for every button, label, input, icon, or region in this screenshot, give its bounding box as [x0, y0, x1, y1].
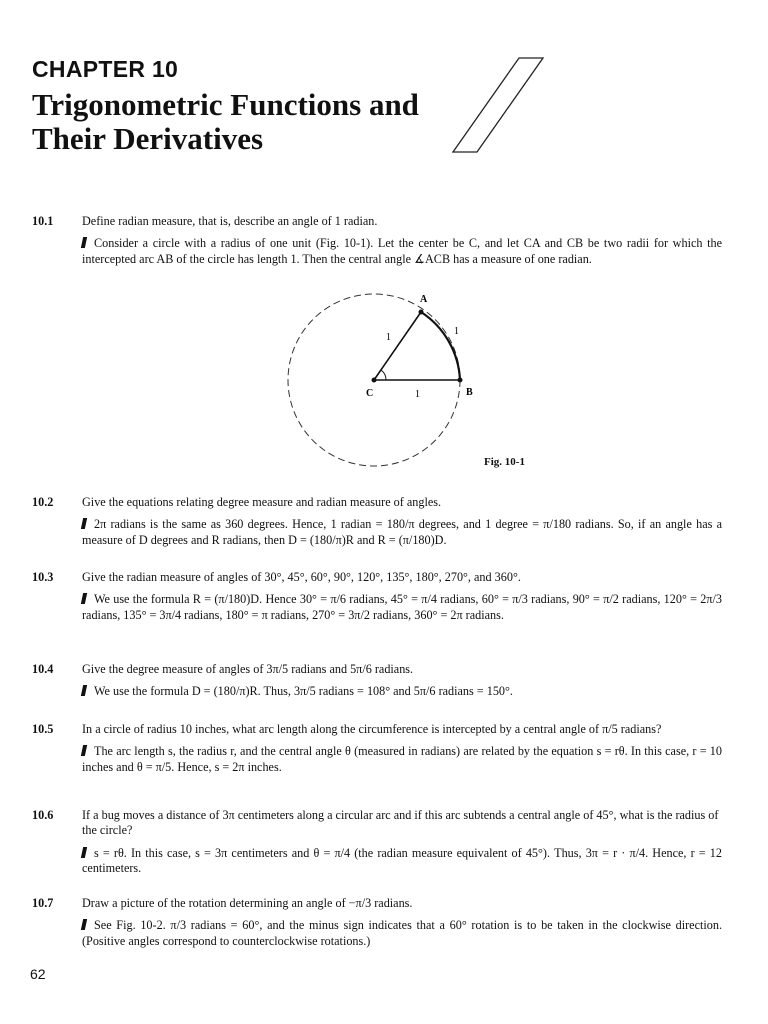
angle-mark	[381, 370, 386, 380]
answer-text: 2π radians is the same as 360 degrees. Hence, 1 radian = 180/π degrees, and 1 degree = π/180 radians. So, if an angle has a measure of D degrees and R radians, then D = (180/π)R and R = (π/180)D.	[82, 517, 722, 547]
solution-mark-icon	[81, 518, 87, 529]
answer-text: s = rθ. In this case, s = 3π centimeters and θ = π/4 (the radian measure equivalent of 45°). Thus, 3π = r · π/4. Hence, r = 12 centimeters.	[82, 845, 722, 876]
problem-answer	[82, 744, 722, 775]
problem-answer	[82, 517, 722, 548]
point-B	[458, 378, 463, 383]
label-radius-CB: 1	[415, 389, 420, 400]
answer-text: We use the formula D = (180/π)R. Thus, 3π/5 radians = 108° and 5π/6 radians = 150°.	[94, 684, 513, 699]
problem-answer	[82, 236, 722, 267]
chapter-title-line-2: Their Derivatives	[32, 121, 264, 156]
solution-mark-icon	[81, 745, 87, 756]
problem-10-3	[32, 570, 722, 623]
problem-number: 10.1	[32, 214, 54, 228]
label-A: A	[420, 294, 428, 305]
problem-question: If a bug moves a distance of 3π centimeters along a circular arc and if this arc subtends a central angle of 45°, what is the radius of the circle?	[82, 808, 719, 838]
label-C: C	[366, 388, 374, 399]
problem-question: Define radian measure, that is, describe an angle of 1 radian.	[82, 214, 378, 228]
title-slash-decoration	[440, 55, 550, 155]
label-arc: 1	[454, 326, 459, 337]
chapter-label: CHAPTER 10	[32, 56, 179, 82]
arc-AB	[421, 312, 460, 380]
solution-mark-icon	[81, 919, 87, 930]
answer-text: The arc length s, the radius r, and the central angle θ (measured in radians) are related by the equation s = rθ. In this case, r = 10 inches and θ = π/5. Hence, s = 2π inches.	[82, 744, 722, 774]
problem-answer	[82, 846, 722, 877]
problem-answer	[82, 592, 722, 623]
answer-text: We use the formula R = (π/180)D. Hence 30° = π/6 radians, 45° = π/4 radians, 60° = π/3 radians, 90° = π/2 radians, 120° = 2π/3 radians, 135° = 3π/4 radians, 180° = π radians, 270° = 3π/2 radians, 360° = 2π radians.	[82, 592, 722, 622]
problem-answer	[82, 684, 722, 699]
answer-text: Consider a circle with a radius of one unit (Fig. 10-1). Let the center be C, and let CA and CB be two radii for which the intercepted arc AB of the circle has length 1. Then the central angle ∡ACB has a measure of one radian.	[82, 236, 722, 266]
problem-number: 10.3	[32, 570, 54, 584]
problem-number: 10.7	[32, 896, 54, 910]
label-B: B	[466, 387, 473, 398]
figure-caption: Fig. 10-1	[484, 456, 525, 468]
problem-10-7	[32, 896, 722, 949]
problem-10-6	[32, 808, 722, 877]
label-radius-CA: 1	[386, 332, 391, 343]
chapter-title-line-1: Trigonometric Functions and	[32, 87, 419, 122]
problem-number: 10.5	[32, 722, 54, 736]
solution-mark-icon	[81, 685, 87, 696]
figure-10-1	[270, 290, 500, 480]
answer-text: See Fig. 10-2. π/3 radians = 60°, and the minus sign indicates that a 60° rotation is to be taken in the clockwise direction. (Positive angles correspond to counterclockwise rotations.)	[82, 918, 722, 948]
problem-number: 10.4	[32, 662, 54, 676]
problem-question: Give the equations relating degree measure and radian measure of angles.	[82, 495, 442, 509]
problem-answer	[82, 918, 722, 949]
page-number: 62	[30, 966, 46, 982]
problem-10-4	[32, 662, 722, 700]
problem-10-5	[32, 722, 722, 775]
problem-question: Give the degree measure of angles of 3π/5 radians and 5π/6 radians.	[82, 662, 414, 676]
problem-number: 10.6	[32, 808, 54, 822]
problem-question: Give the radian measure of angles of 30°, 45°, 60°, 90°, 120°, 135°, 180°, 270°, and 360°.	[82, 570, 521, 584]
point-A	[419, 310, 424, 315]
problem-question: In a circle of radius 10 inches, what arc length along the circumference is intercepted by a central angle of π/5 radians?	[82, 722, 662, 736]
solution-mark-icon	[81, 593, 87, 604]
problem-10-2	[32, 495, 722, 548]
problem-question: Draw a picture of the rotation determining an angle of −π/3 radians.	[82, 896, 413, 910]
problem-10-1	[32, 214, 722, 267]
radius-CA	[374, 312, 421, 380]
point-C	[372, 378, 377, 383]
solution-mark-icon	[81, 237, 87, 248]
solution-mark-icon	[81, 847, 87, 858]
problem-number: 10.2	[32, 495, 54, 509]
